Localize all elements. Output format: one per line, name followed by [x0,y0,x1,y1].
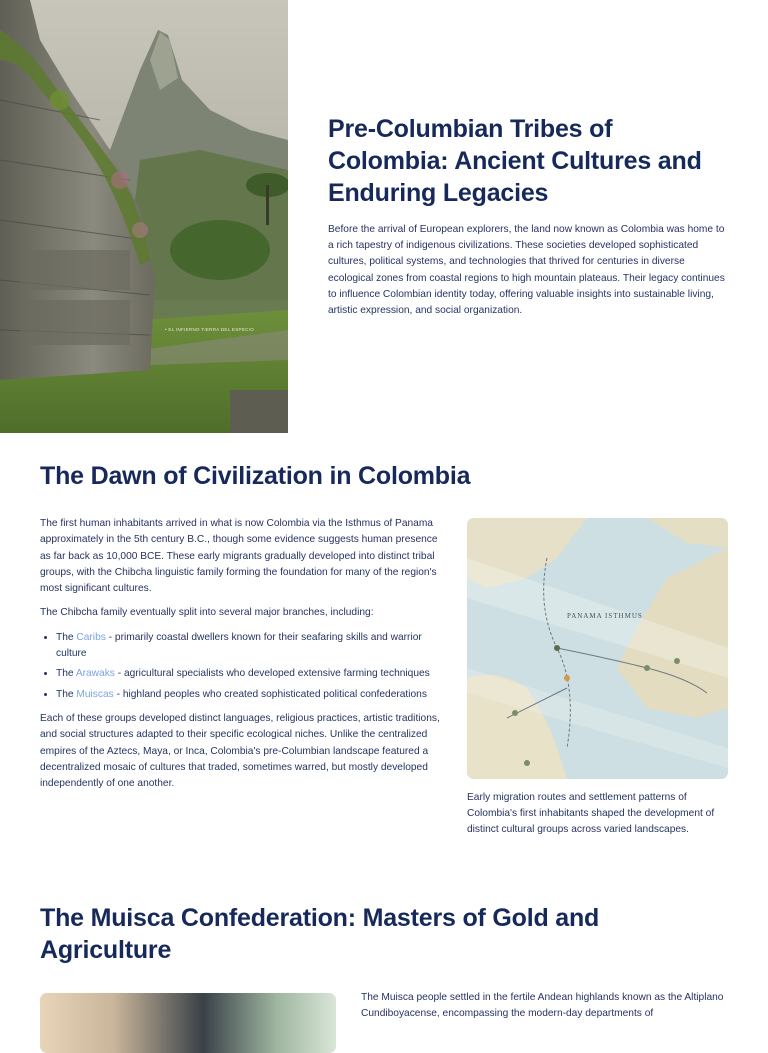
list-item: • The Arawaks - agricultural specialists who developed extensive farming techniques [56,666,445,682]
migration-map-image [467,518,728,779]
muisca-gold-image [40,993,336,1053]
hero-intro: Before the arrival of European explorers, the land now known as Colombia was home to a rich tapestry of indigenous civilizations. These societies developed sophisticated cultures, political systems, and technologies that thrived for centuries in diverse ecological zones from coastal regions to high mountain plateaus. Their legacy continues to influence Colombian identity today, offering valuable insights into sustainable living, artistic expression, and social organization. [328,224,725,317]
hero-ruins-image [0,0,288,433]
list-item: • The Caribs - primarily coastal dwellers known for their seafaring skills and warrior culture [56,630,445,663]
arawaks-link[interactable]: Arawaks [75,668,115,680]
dawn-paragraph-3: Each of these groups developed distinct languages, religious practices, artistic traditions, and social structures adapted to their specific ecological niches. Unlike the centralized empires of the Aztecs, Maya, or Inca, Colombia's pre-Columbian landscape featured a decentralized mosaic of cultures that traded, sometimes warred, but mostly developed independently of one another. [40,712,440,790]
chibcha-branches-list [40,630,445,703]
ruins-sign-text: • EL INFIERNO TIERRA DEL ESPECIO [165,327,255,332]
map-title: PANAMA ISTHMUS [567,612,643,620]
page-title: Pre-Columbian Tribes of Colombia: Ancient Cultures and Enduring Legacies [328,115,702,207]
section-heading-dawn: The Dawn of Civilization in Colombia [40,462,471,490]
dawn-body [40,516,445,800]
muisca-paragraph-1: The Muisca people settled in the fertile Andean highlands known as the Altiplano Cundiboyacense, encompassing the modern-day departments of [361,992,724,1020]
section-heading-muisca: The Muisca Confederation: Masters of Gold and Agriculture [40,904,600,964]
dawn-paragraph-1: The first human inhabitants arrived in what is now Colombia via the Isthmus of Panama approximately in the 5th century B.C., though some evidence suggests human presence as far back as 10,000 BCE. These early migrants gradually developed into distinct tribal groups, with the Chibcha linguistic family forming the foundation for many of the region's most significant cultures. [40,518,438,595]
dawn-paragraph-2: The Chibcha family eventually split into several major branches, including: [40,607,374,619]
list-item: • The Muiscas - highland peoples who created sophisticated political confederations [56,687,445,703]
caribs-link[interactable]: Caribs [76,631,106,643]
map-caption: Early migration routes and settlement patterns of Colombia's first inhabitants shaped the development of distinct cultural groups across varied landscapes. [467,792,715,836]
muiscas-link[interactable]: Muiscas [76,688,114,700]
